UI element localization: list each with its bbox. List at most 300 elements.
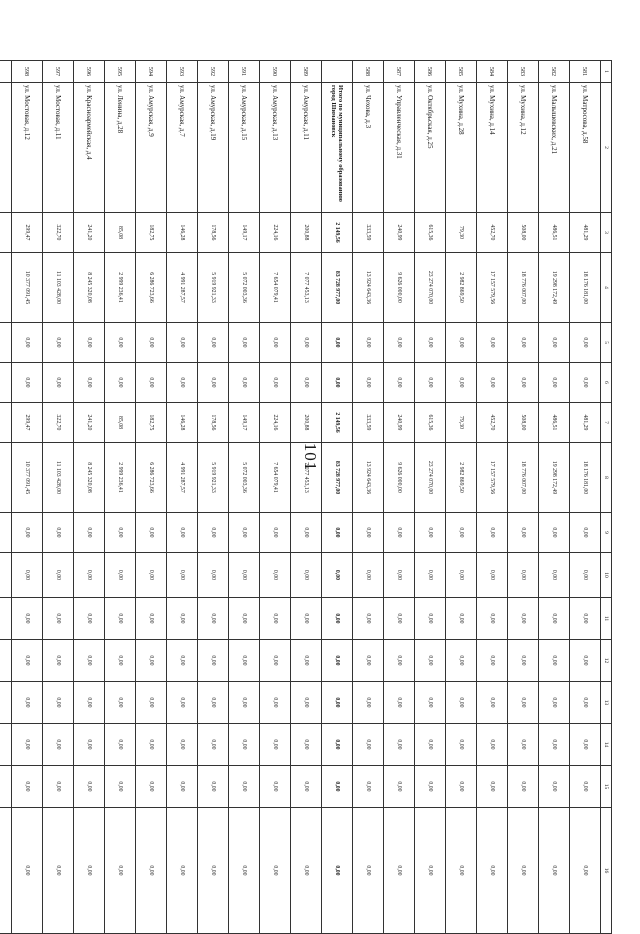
table-frame (23, 60, 612, 893)
value-cell: 0,00 (291, 553, 322, 598)
value-cell: 0,00 (291, 808, 322, 934)
table-row (105, 61, 136, 934)
row-number: 597 (43, 61, 74, 83)
table-row (477, 61, 508, 934)
row-number: 581 (570, 61, 601, 83)
value-cell: 5 919 921,33 (198, 253, 229, 323)
value-cell: 0,00 (446, 682, 477, 724)
value-cell: 0,00 (12, 553, 43, 598)
address-cell: ул. Мухина, д.28 (446, 83, 477, 213)
row-number: 589 (291, 61, 322, 83)
value-cell: 0,00 (539, 724, 570, 766)
value-cell: 0,00 (508, 640, 539, 682)
value-cell (0, 443, 12, 513)
value-cell: 0,00 (12, 323, 43, 363)
value-cell: 0,00 (43, 640, 74, 682)
value-cell: 0,00 (12, 598, 43, 640)
value-cell: 0,00 (136, 808, 167, 934)
row-number (322, 61, 353, 83)
value-cell: 0,00 (446, 598, 477, 640)
row-number: 593 (167, 61, 198, 83)
value-cell: 17 157 579,56 (477, 253, 508, 323)
value-cell: 615,36 (415, 213, 446, 253)
value-cell: 333,59 (353, 213, 384, 253)
value-cell: 0,00 (477, 682, 508, 724)
value-cell: 0,00 (477, 724, 508, 766)
value-cell: 0,00 (229, 682, 260, 724)
value-cell: 19 298 172,49 (539, 253, 570, 323)
row-number: 583 (508, 61, 539, 83)
value-cell: 0,00 (291, 640, 322, 682)
row-number: 594 (136, 61, 167, 83)
row-number: 585 (446, 61, 477, 83)
value-cell: 0,00 (12, 724, 43, 766)
value-cell: 0,00 (415, 766, 446, 808)
address-cell: ул. Мостовая, д.11 (43, 83, 74, 213)
value-cell: 0,00 (74, 766, 105, 808)
value-cell (0, 363, 12, 403)
value-cell: 0,00 (508, 808, 539, 934)
value-cell: 178,56 (198, 213, 229, 253)
column-number: 4 (601, 253, 612, 323)
value-cell: 0,00 (229, 766, 260, 808)
value-cell: 0,00 (508, 682, 539, 724)
value-cell: 79,30 (446, 403, 477, 443)
value-cell: 0,00 (43, 724, 74, 766)
column-number: 11 (601, 598, 612, 640)
value-cell: 0,00 (136, 640, 167, 682)
value-cell: 0,00 (415, 598, 446, 640)
value-cell: 2 982 869,50 (446, 253, 477, 323)
value-cell: 0,00 (539, 323, 570, 363)
value-cell: 2 982 869,50 (446, 443, 477, 513)
value-cell: 6 286 723,66 (136, 253, 167, 323)
value-cell: 0,00 (384, 682, 415, 724)
row-number: 596 (74, 61, 105, 83)
value-cell: 0,00 (508, 766, 539, 808)
value-cell: 0,00 (415, 363, 446, 403)
address-cell: Итого по муниципальному образованию город Шимановск (322, 83, 353, 213)
value-cell: 0,00 (539, 363, 570, 403)
value-cell: 0,00 (353, 323, 384, 363)
value-cell: 6 286 723,66 (136, 443, 167, 513)
value-cell: 19 298 172,49 (539, 443, 570, 513)
table-row (229, 61, 260, 934)
value-cell: 7 654 079,41 (260, 253, 291, 323)
value-cell: 5 072 003,36 (229, 253, 260, 323)
value-cell: 200,88 (291, 403, 322, 443)
value-cell: 0,00 (353, 724, 384, 766)
address-cell: ул. Матросова, д.58 (570, 83, 601, 213)
value-cell: 0,00 (43, 598, 74, 640)
value-cell: 0,00 (229, 363, 260, 403)
value-cell: 0,00 (229, 598, 260, 640)
value-cell: 0,00 (539, 766, 570, 808)
value-cell: 10 377 091,45 (12, 253, 43, 323)
value-cell: 0,00 (198, 323, 229, 363)
total-row (322, 61, 353, 934)
value-cell: 0,00 (477, 513, 508, 553)
value-cell: 0,00 (477, 553, 508, 598)
value-cell: 0,00 (508, 598, 539, 640)
value-cell: 149,17 (229, 213, 260, 253)
value-cell: 486,51 (539, 403, 570, 443)
value-cell: 182,75 (136, 213, 167, 253)
value-cell: 0,00 (198, 363, 229, 403)
value-cell: 0,00 (167, 598, 198, 640)
housing-table (0, 60, 612, 934)
value-cell: 0,00 (229, 513, 260, 553)
value-cell: 0,00 (198, 640, 229, 682)
value-cell: 0,00 (477, 323, 508, 363)
row-number: 595 (105, 61, 136, 83)
value-cell: 0,00 (508, 724, 539, 766)
address-cell: ул. Амурская, д.13 (260, 83, 291, 213)
value-cell: 2 149,56 (322, 403, 353, 443)
column-number: 13 (601, 682, 612, 724)
value-cell: 0,00 (167, 682, 198, 724)
address-cell: ул. Амурская, д.15 (229, 83, 260, 213)
table-row (570, 61, 601, 934)
value-cell: 0,00 (415, 640, 446, 682)
value-cell: 0,00 (539, 682, 570, 724)
value-cell: 0,00 (570, 640, 601, 682)
value-cell: 0,00 (74, 553, 105, 598)
value-cell: 322,70 (43, 403, 74, 443)
value-cell: 0,00 (539, 553, 570, 598)
row-number: 598 (12, 61, 43, 83)
value-cell: 0,00 (508, 323, 539, 363)
value-cell: 0,00 (477, 766, 508, 808)
value-cell: 333,59 (353, 403, 384, 443)
value-cell: 615,36 (415, 403, 446, 443)
value-cell: 0,00 (43, 513, 74, 553)
row-number: 591 (229, 61, 260, 83)
value-cell: 508,00 (508, 403, 539, 443)
value-cell: 0,00 (229, 640, 260, 682)
value-cell: 0,00 (384, 808, 415, 934)
value-cell: 0,00 (384, 363, 415, 403)
address-cell: ул. Амурская, д.19 (198, 83, 229, 213)
address-cell (0, 83, 12, 213)
value-cell (0, 403, 12, 443)
address-cell: ул. Амурская, д.7 (167, 83, 198, 213)
value-cell: 0,00 (322, 640, 353, 682)
value-cell: 0,00 (291, 724, 322, 766)
value-cell: 481,29 (570, 403, 601, 443)
address-cell: ул. Мухина, д.12 (508, 83, 539, 213)
value-cell: 0,00 (291, 363, 322, 403)
value-cell: 0,00 (322, 363, 353, 403)
table-row (353, 61, 384, 934)
value-cell: 0,00 (570, 598, 601, 640)
address-cell: ул. Чехова, д.3 (353, 83, 384, 213)
value-cell: 0,00 (384, 724, 415, 766)
value-cell: 0,00 (384, 598, 415, 640)
value-cell: 0,00 (260, 323, 291, 363)
address-cell: ул. Мостовая, д.12 (12, 83, 43, 213)
address-cell: ул. Амурская, д.9 (136, 83, 167, 213)
value-cell: 0,00 (260, 598, 291, 640)
value-cell: 0,00 (446, 553, 477, 598)
value-cell: 481,29 (570, 213, 601, 253)
value-cell: 0,00 (260, 640, 291, 682)
value-cell: 0,00 (415, 513, 446, 553)
value-cell: 0,00 (167, 808, 198, 934)
value-cell: 240,99 (384, 213, 415, 253)
value-cell: 0,00 (446, 363, 477, 403)
value-cell: 0,00 (136, 323, 167, 363)
value-cell: 10 377 091,45 (12, 443, 43, 513)
value-cell: 0,00 (570, 363, 601, 403)
value-cell: 18 176 181,00 (570, 253, 601, 323)
value-cell: 23 274 070,00 (415, 443, 446, 513)
value-cell (0, 553, 12, 598)
value-cell: 0,00 (477, 363, 508, 403)
value-cell: 9 626 000,00 (384, 253, 415, 323)
value-cell: 0,00 (198, 513, 229, 553)
table-row (384, 61, 415, 934)
value-cell: 486,51 (539, 213, 570, 253)
value-cell: 182,75 (136, 403, 167, 443)
value-cell: 0,00 (105, 724, 136, 766)
value-cell: 0,00 (167, 640, 198, 682)
value-cell: 0,00 (43, 766, 74, 808)
value-cell (0, 598, 12, 640)
value-cell: 5 919 921,33 (198, 443, 229, 513)
value-cell: 0,00 (260, 808, 291, 934)
table-row (260, 61, 291, 934)
value-cell: 0,00 (105, 363, 136, 403)
column-number: 14 (601, 724, 612, 766)
value-cell: 0,00 (198, 553, 229, 598)
value-cell: 0,00 (105, 513, 136, 553)
value-cell: 0,00 (260, 682, 291, 724)
table-row (136, 61, 167, 934)
value-cell: 0,00 (74, 724, 105, 766)
value-cell: 0,00 (260, 513, 291, 553)
value-cell: 0,00 (291, 682, 322, 724)
row-number: 587 (384, 61, 415, 83)
value-cell: 0,00 (570, 808, 601, 934)
value-cell: 0,00 (446, 808, 477, 934)
value-cell (0, 724, 12, 766)
value-cell: 0,00 (229, 553, 260, 598)
value-cell: 0,00 (322, 724, 353, 766)
page-number: 101 (301, 442, 320, 472)
value-cell: 0,00 (229, 724, 260, 766)
value-cell: 0,00 (136, 682, 167, 724)
value-cell: 2 999 236,41 (105, 443, 136, 513)
value-cell: 0,00 (136, 766, 167, 808)
value-cell: 4 991 287,57 (167, 443, 198, 513)
column-number: 7 (601, 403, 612, 443)
value-cell: 11 103 428,00 (43, 253, 74, 323)
value-cell: 0,00 (105, 553, 136, 598)
value-cell (0, 213, 12, 253)
value-cell (0, 766, 12, 808)
value-cell: 299,47 (12, 403, 43, 443)
value-cell: 0,00 (167, 553, 198, 598)
value-cell: 0,00 (570, 724, 601, 766)
table-row (198, 61, 229, 934)
value-cell: 322,70 (43, 213, 74, 253)
table-row (508, 61, 539, 934)
value-cell: 13 924 643,36 (353, 253, 384, 323)
value-cell: 0,00 (508, 553, 539, 598)
address-cell: ул. Ленина, д.28 (105, 83, 136, 213)
value-cell: 7 077 453,13 (291, 443, 322, 513)
value-cell: 0,00 (74, 363, 105, 403)
address-cell: ул. Малышевских, д.21 (539, 83, 570, 213)
value-cell: 0,00 (12, 513, 43, 553)
value-cell: 18 176 181,00 (570, 443, 601, 513)
value-cell: 0,00 (43, 808, 74, 934)
value-cell: 0,00 (74, 598, 105, 640)
value-cell: 13 924 643,36 (353, 443, 384, 513)
value-cell: 0,00 (260, 363, 291, 403)
row-number (0, 61, 12, 83)
table-row (415, 61, 446, 934)
value-cell: 0,00 (198, 724, 229, 766)
value-cell: 0,00 (229, 808, 260, 934)
column-number: 15 (601, 766, 612, 808)
value-cell: 0,00 (74, 323, 105, 363)
value-cell: 0,00 (415, 553, 446, 598)
value-cell: 0,00 (415, 323, 446, 363)
table-row (43, 61, 74, 934)
value-cell: 0,00 (570, 323, 601, 363)
value-cell: 0,00 (446, 513, 477, 553)
table-row (446, 61, 477, 934)
value-cell: 83 728 977,00 (322, 253, 353, 323)
value-cell: 0,00 (291, 766, 322, 808)
value-cell: 0,00 (260, 766, 291, 808)
value-cell: 0,00 (415, 724, 446, 766)
value-cell: 0,00 (12, 766, 43, 808)
value-cell: 0,00 (570, 553, 601, 598)
value-cell: 0,00 (260, 724, 291, 766)
value-cell (0, 513, 12, 553)
value-cell: 0,00 (12, 808, 43, 934)
value-cell: 0,00 (105, 766, 136, 808)
value-cell (0, 253, 12, 323)
value-cell: 0,00 (12, 363, 43, 403)
value-cell: 0,00 (384, 513, 415, 553)
value-cell: 18 776 007,00 (508, 253, 539, 323)
column-number: 12 (601, 640, 612, 682)
address-cell: ул. Октябрьская, д.25 (415, 83, 446, 213)
value-cell: 0,00 (415, 808, 446, 934)
value-cell: 0,00 (353, 553, 384, 598)
table-row (167, 61, 198, 934)
value-cell: 0,00 (167, 766, 198, 808)
value-cell: 0,00 (539, 640, 570, 682)
row-number: 592 (198, 61, 229, 83)
value-cell: 299,47 (12, 213, 43, 253)
value-cell: 0,00 (539, 598, 570, 640)
value-cell: 18 776 007,00 (508, 443, 539, 513)
value-cell: 0,00 (353, 363, 384, 403)
value-cell: 0,00 (446, 724, 477, 766)
value-cell: 0,00 (136, 598, 167, 640)
value-cell: 0,00 (353, 766, 384, 808)
value-cell: 17 157 579,56 (477, 443, 508, 513)
value-cell (0, 682, 12, 724)
value-cell: 0,00 (353, 640, 384, 682)
value-cell: 0,00 (570, 682, 601, 724)
value-cell: 2 149,56 (322, 213, 353, 253)
value-cell: 0,00 (105, 323, 136, 363)
value-cell: 0,00 (353, 513, 384, 553)
value-cell: 0,00 (384, 553, 415, 598)
column-number-row (601, 61, 612, 934)
value-cell: 241,20 (74, 213, 105, 253)
table-row (74, 61, 105, 934)
value-cell: 11 103 428,00 (43, 443, 74, 513)
column-number: 6 (601, 363, 612, 403)
value-cell: 0,00 (260, 553, 291, 598)
value-cell: 0,00 (105, 640, 136, 682)
value-cell: 0,00 (477, 640, 508, 682)
column-number: 5 (601, 323, 612, 363)
value-cell: 241,20 (74, 403, 105, 443)
value-cell: 0,00 (322, 513, 353, 553)
column-number: 2 (601, 83, 612, 213)
row-number: 590 (260, 61, 291, 83)
address-cell: ул. Управленческая, д.31 (384, 83, 415, 213)
value-cell: 452,70 (477, 403, 508, 443)
value-cell: 146,28 (167, 213, 198, 253)
value-cell: 0,00 (74, 513, 105, 553)
address-cell: ул. Амурская, д.11 (291, 83, 322, 213)
value-cell: 7 654 079,41 (260, 443, 291, 513)
value-cell: 83 728 977,00 (322, 443, 353, 513)
column-number: 8 (601, 443, 612, 513)
value-cell: 0,00 (74, 682, 105, 724)
row-number: 588 (353, 61, 384, 83)
value-cell: 8 245 320,08 (74, 253, 105, 323)
value-cell: 0,00 (167, 323, 198, 363)
value-cell: 0,00 (43, 553, 74, 598)
value-cell: 0,00 (446, 766, 477, 808)
value-cell: 0,00 (446, 640, 477, 682)
value-cell: 0,00 (322, 553, 353, 598)
value-cell: 5 072 003,36 (229, 443, 260, 513)
value-cell: 0,00 (12, 640, 43, 682)
value-cell (0, 808, 12, 934)
row-number: 584 (477, 61, 508, 83)
value-cell: 0,00 (198, 766, 229, 808)
table-row (291, 61, 322, 934)
value-cell: 0,00 (570, 766, 601, 808)
value-cell: 0,00 (136, 363, 167, 403)
column-number: 3 (601, 213, 612, 253)
value-cell: 0,00 (198, 598, 229, 640)
value-cell: 85,08 (105, 213, 136, 253)
value-cell: 2 999 236,41 (105, 253, 136, 323)
value-cell: 224,16 (260, 403, 291, 443)
value-cell: 0,00 (136, 513, 167, 553)
value-cell: 0,00 (570, 513, 601, 553)
value-cell: 0,00 (353, 808, 384, 934)
value-cell: 0,00 (291, 513, 322, 553)
value-cell: 0,00 (167, 513, 198, 553)
value-cell: 0,00 (415, 682, 446, 724)
value-cell: 0,00 (12, 682, 43, 724)
value-cell (0, 323, 12, 363)
value-cell: 0,00 (477, 598, 508, 640)
